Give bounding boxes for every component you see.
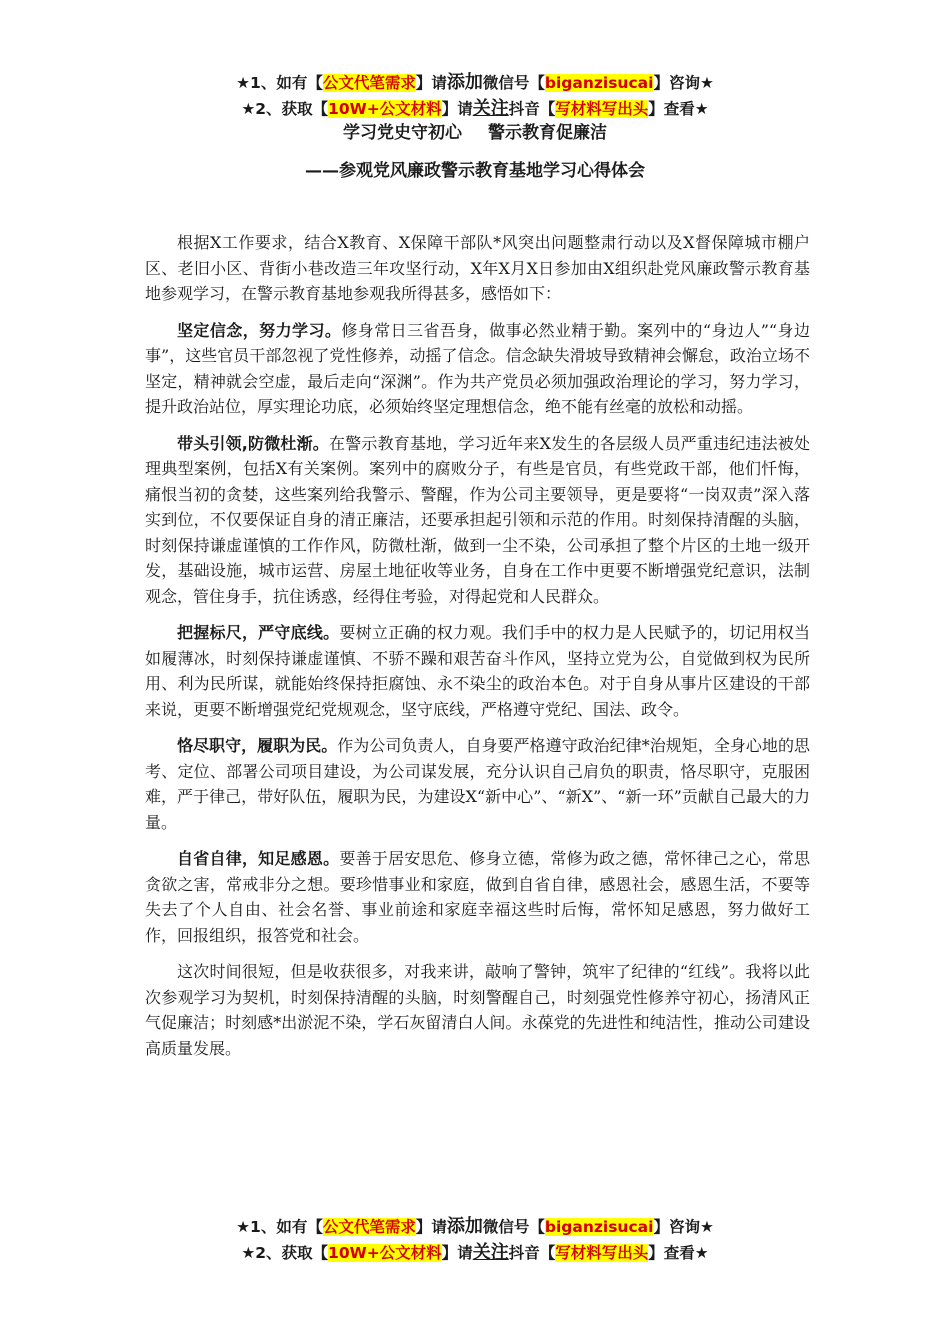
section-paragraph	[145, 733, 810, 835]
promo-banner-top	[0, 70, 950, 122]
promo-line-1	[0, 70, 950, 96]
promo-text: 微信号【	[482, 74, 545, 92]
promo-line-2	[0, 1240, 950, 1266]
promo-emphasis-follow: 关注	[472, 98, 509, 119]
promo-emphasis-add: 添加	[446, 72, 483, 93]
promo-line-1	[0, 1214, 950, 1240]
promo-text: 】咨询★	[653, 1218, 714, 1236]
section-text: 修身常日三省吾身，做事必然业精于勤。案列中的“身边人”“身边事”，这些官员干部忽视了党性修养，动摇了信念。信念缺失滑坡导致精神会懈怠，政治立场不坚定，精神就会空虚，最后走向“深渊”。作为共产党员必须加强政治理论的学习，努力学习，提升政治站位，厚实理论功底，必须始终坚定理想信念，绝不能有丝毫的放松和动摇。	[145, 320, 810, 416]
intro-paragraph: 根据X工作要求，结合X教育、X保障干部队*风突出问题整肃行动以及X督保障城市棚户区、老旧小区、背街小巷改造三年攻坚行动，X年X月X日参加由X组织赴党风廉政警示教育基地参观学习，在警示教育基地参观我所得甚多，感悟如下：	[145, 233, 810, 303]
section-text: 要树立正确的权力观。我们手中的权力是人民赋予的，切记用权当如履薄冰，时刻保持谦虚谨慎、不骄不躁和艰苦奋斗作风，坚持立党为公，自觉做到权为民所用、利为民所谋，就能始终保持拒腐蚀、永不染尘的政治本色。对于自身从事片区建设的干部来说，更要不断增强党纪党规观念，坚守底线，严格遵守党纪、国法、政令。	[145, 623, 810, 719]
promo-text: 抖音【	[508, 100, 556, 118]
title-part-2: 警示教育促廉洁	[488, 123, 607, 143]
promo-text: ★1、如有【	[236, 1218, 323, 1236]
promo-highlight-materials: 10W+公文材料	[328, 1244, 442, 1262]
document-body	[145, 230, 810, 1072]
section-text: 在警示教育基地，学习近年来X发生的各层级人员严重违纪违法被处理典型案例，包括X有关案例。案列中的腐败分子，有些是官员，有些党政干部，他们忏悔，痛恨当初的贪婪，这些案列给我警示、警醒，作为公司主要领导，更是要将“一岗双责”深入落实到位，不仅要保证自身的清正廉洁，还要承担起引领和示范的作用。时刻保持清醒的头脑，时刻保持谦虚谨慎的工作作风，防微杜渐，做到一尘不染，公司承担了整个片区的土地一级开发，基础设施，城市运营、房屋土地征收等业务，自身在工作中更要不断增强党纪意识，法制观念，管住身手，抗住诱惑，经得住考验，对得起党和人民群众。	[145, 433, 810, 606]
section-heading: 把握标尺，严守底线。	[177, 623, 340, 642]
conclusion-paragraph: 这次时间很短，但是收获很多，对我来讲，敲响了警钟，筑牢了纪律的“红线”。我将以此次参观学习为契机，时刻保持清醒的头脑，时刻警醒自己，时刻强党性修养守初心，扬清风正气促廉洁；时刻感*出淤泥不染，学石灰留清白人间。永葆党的先进性和纯洁性，推动公司建设高质量发展。	[145, 962, 810, 1058]
promo-banner-bottom	[0, 1214, 950, 1266]
section-text: 作为公司负责人，自身要严格遵守政治纪律*治规矩，全身心地的思考、定位、部署公司项目建设，为公司谋发展，充分认识自己肩负的职责，恪尽职守，克服困难，严于律己，带好队伍，履职为民，为建设X“新中心”、“新X”、“新一环”贡献自己最大的力量。	[145, 736, 810, 832]
promo-text: 】请	[415, 1218, 447, 1236]
section-heading: 恪尽职守，履职为民。	[177, 736, 338, 755]
promo-text: 】咨询★	[653, 74, 714, 92]
promo-text: 抖音【	[508, 1244, 556, 1262]
promo-text: 】查看★	[648, 1244, 709, 1262]
section-heading: 坚定信念，努力学习。	[177, 320, 342, 340]
promo-text: 】查看★	[648, 100, 709, 118]
promo-highlight-wechat-id: biganzisucai	[544, 1218, 654, 1236]
promo-text: ★2、获取【	[241, 100, 329, 118]
promo-highlight-service: 公文代笔需求	[322, 1218, 416, 1236]
section-paragraph	[145, 620, 810, 722]
title-part-1: 学习党史守初心	[343, 123, 462, 143]
promo-highlight-douyin: 写材料写出头	[555, 1244, 649, 1262]
section-heading: 自省自律，知足感恩。	[177, 849, 340, 868]
section-paragraph	[145, 846, 810, 948]
promo-emphasis-add: 添加	[446, 1216, 483, 1237]
promo-highlight-wechat-id: biganzisucai	[544, 74, 654, 92]
promo-highlight-materials: 10W+公文材料	[328, 100, 442, 118]
document-subtitle: ——参观党风廉政警示教育基地学习心得体会	[305, 161, 645, 181]
promo-text: 】请	[441, 1244, 473, 1262]
promo-text: ★1、如有【	[236, 74, 323, 92]
promo-text: 微信号【	[482, 1218, 545, 1236]
section-text: 要善于居安思危、修身立德，常修为政之德，常怀律己之心，常思贪欲之害，常戒非分之想。要珍惜事业和家庭，做到自省自律，感恩社会，感恩生活，不要等失去了个人自由、社会名誉、事业前途和家庭幸福这些时后悔，常怀知足感恩，努力做好工作，回报组织，报答党和社会。	[145, 849, 810, 945]
document-title	[0, 118, 950, 143]
promo-text: ★2、获取【	[241, 1244, 329, 1262]
section-heading: 带头引领,防微杜渐。	[177, 433, 330, 453]
section-paragraph	[145, 318, 810, 420]
section-paragraph	[145, 431, 810, 610]
promo-highlight-service: 公文代笔需求	[322, 74, 416, 92]
promo-text: 】请	[415, 74, 447, 92]
promo-highlight-douyin: 写材料写出头	[555, 100, 649, 118]
promo-text: 】请	[441, 100, 473, 118]
promo-emphasis-follow: 关注	[472, 1242, 509, 1263]
